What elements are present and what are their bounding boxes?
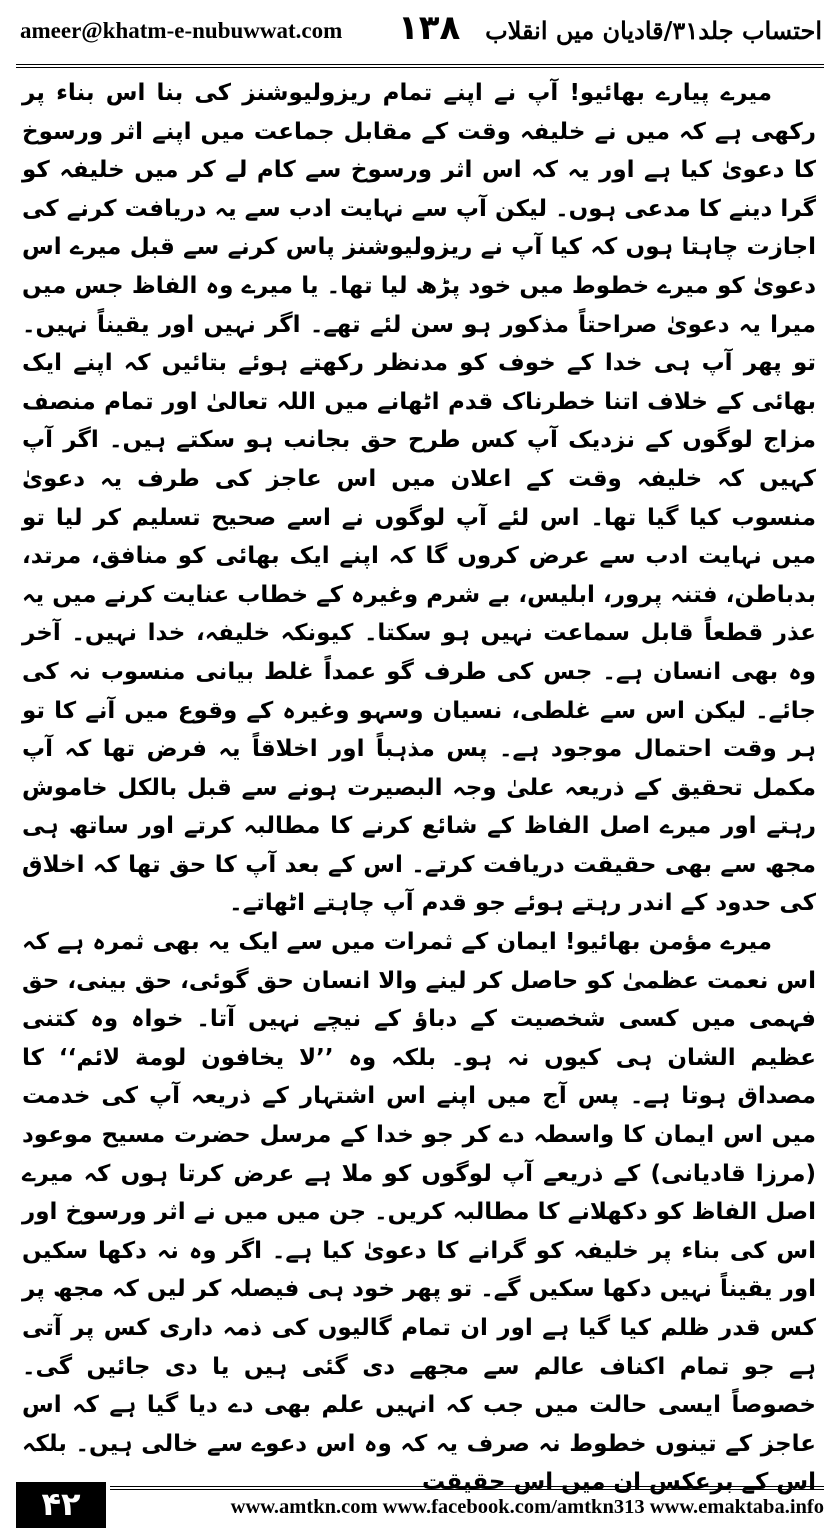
header-page-number: ۱۳۸ <box>398 8 461 48</box>
footer-page-number: ۴۲ <box>16 1482 106 1528</box>
header-title: احتساب جلد۳۱/قادیان میں انقلاب <box>485 16 822 45</box>
paragraph: میرے مؤمن بھائیو! ایمان کے ثمرات میں سے ایک یہ بھی ثمرہ ہے کہ اس نعمت عظمیٰ کو حاصل کر لینے والا انسان حق گوئی، حق بینی، حق فہمی میں کسی شخصیت کے دباؤ کے نیچے نہیں آتا۔ خواہ وہ کتنی عظیم الشان ہی کیوں نہ ہو۔ بلکہ وہ ’’لا یخافون لومة لائم‘‘ کا مصداق ہوتا ہے۔ پس آج میں اپنے اس اشتہار کے ذریعہ آپ کی خدمت میں اس ایمان کا واسطہ دے کر جو خدا کے مرسل حضرت مسیح موعود (مرزا قادیانی) کے ذریعے آپ لوگوں کو ملا ہے عرض کرتا ہوں کہ میرے اصل الفاظ کو دکھلانے کا مطالبہ کریں۔ جن میں میں نے اثر ورسوخ اور اس کی بناء پر خلیفہ کو گرانے کا دعویٰ کیا ہے۔ اگر وہ نہ دکھا سکیں اور یقیناً نہیں دکھا سکیں گے۔ تو پھر خود ہی فیصلہ کر لیں کہ مجھ پر کس قدر ظلم کیا گیا ہے اور ان تمام گالیوں کی ذمہ داری کس پر آتی ہے جو تمام اکناف عالم سے مجھے دی گئی ہیں یا دی جائیں گی۔ خصوصاً ایسی حالت میں جب کہ انہیں علم بھی دے دیا گیا ہے کہ اس عاجز کے تینوں خطوط نہ صرف یہ کہ وہ اس دعوے سے خالی ہیں۔ بلکہ اس کے برعکس ان میں اس حقیقت <box>22 929 816 1496</box>
header-email[interactable]: ameer@khatm-e-nubuwwat.com <box>20 18 343 43</box>
paragraph: میرے پیارے بھائیو! آپ نے اپنے تمام ریزولیوشنز کی بنا اس بناء پر رکھی ہے کہ میں نے خلیفہ وقت کے مقابل جماعت میں اپنے اثر ورسوخ کا دعویٰ کیا ہے اور یہ کہ اس اثر ورسوخ سے کام لے کر میں خلیفہ کو گرا دینے کا مدعی ہوں۔ لیکن آپ سے نہایت ادب سے یہ دریافت کرنے کی اجازت چاہتا ہوں کہ کیا آپ نے ریزولیوشنز پاس کرنے سے قبل میرے اس دعویٰ کو میرے خطوط میں خود پڑھ لیا تھا۔ یا میرے وہ الفاظ جس میں میرا یہ دعویٰ صراحتاً مذکور ہو سن لئے تھے۔ اگر نہیں اور یقیناً نہیں۔ تو پھر آپ ہی خدا کے خوف کو مدنظر رکھتے ہوئے بتائیں کہ اپنے ایک بھائی کے خلاف اتنا خطرناک قدم اٹھانے میں اللہ تعالیٰ اور تمام منصف مزاج لوگوں کے نزدیک آپ کس طرح حق بجانب ہو سکتے ہیں۔ اگر آپ کہیں کہ خلیفہ وقت کے اعلان میں اس عاجز کی طرف یہ دعویٰ منسوب کیا گیا تھا۔ اس لئے آپ لوگوں نے اسے صحیح تسلیم کر لیا تو میں نہایت ادب سے عرض کروں گا کہ اپنے ایک بھائی کو منافق، مرتد، بدباطن، فتنہ پرور، ابلیس، بے شرم وغیرہ کے خطاب عنایت کرنے میں یہ عذر قطعاً قابل سماعت نہیں ہو سکتا۔ کیونکہ خلیفہ، خدا نہیں۔ آخر وہ بھی انسان ہے۔ جس کی طرف گو عمداً غلط بیانی منسوب نہ کی جائے۔ لیکن اس سے غلطی، نسیان وسہو وغیرہ کے وقوع میں آنے کا تو ہر وقت احتمال موجود ہے۔ پس مذہباً اور اخلاقاً یہ فرض تھا کہ آپ مکمل تحقیق کے ذریعہ علیٰ وجہ البصیرت ہونے سے قبل بالکل خاموش رہتے اور میرے اصل الفاظ کے شائع کرنے کا مطالبہ کرتے اور ساتھ ہی مجھ سے بھی حقیقت دریافت کرتے۔ اس کے بعد آپ کا حق تھا کہ اخلاق کی حدود کے اندر رہتے ہوئے جو قدم آپ چاہتے اٹھاتے۔ <box>22 80 816 917</box>
header-rule <box>16 64 824 68</box>
article-body <box>22 74 816 1496</box>
footer-rule <box>110 1486 824 1490</box>
page-header <box>16 8 824 56</box>
footer-links[interactable]: www.amtkn.com www.facebook.com/amtkn313 www.emaktaba.info <box>230 1496 824 1518</box>
page-footer <box>16 1482 824 1528</box>
